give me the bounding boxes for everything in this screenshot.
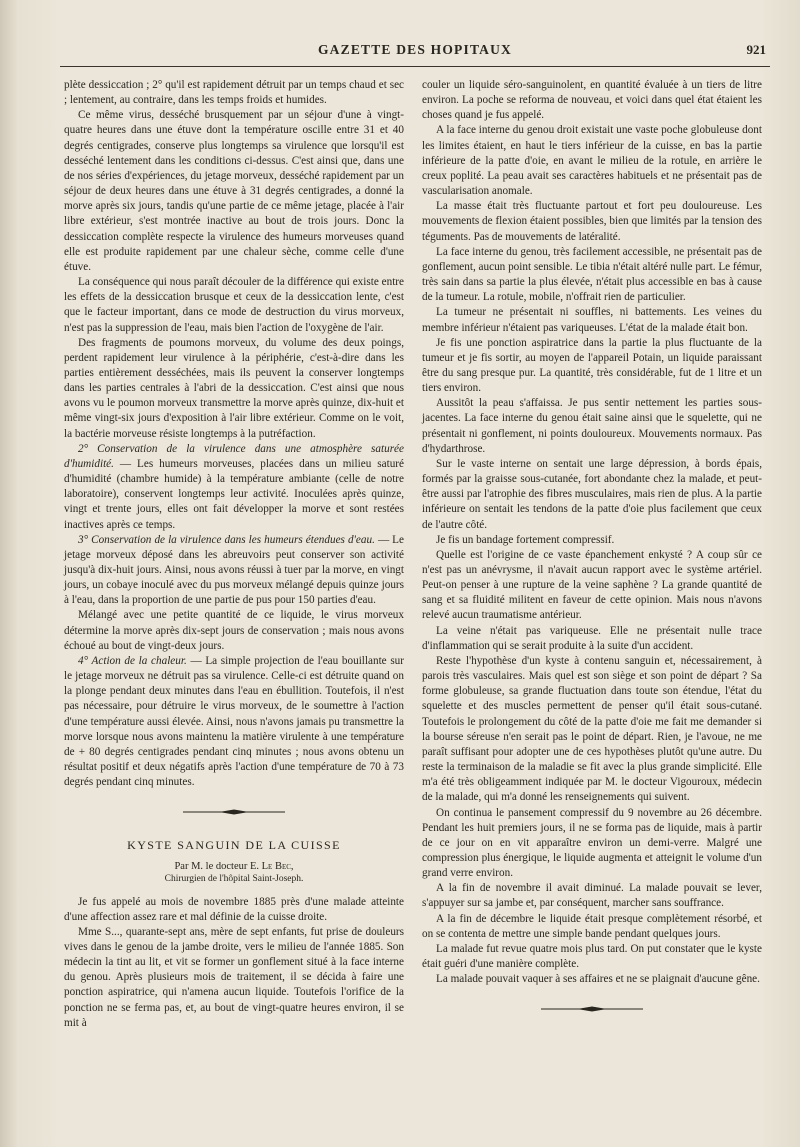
paragraph-text: — La simple projection de l'eau bouillante sur le jetage morveux ne détruit pas sa virulence. Celle-ci est détruite quand on la plonge pendant deux minutes dans l'eau en ébullition. Toutefois, il n'est pas nécessaire, pour détruire le virus morveux, de le soumettre à l'action d'une température aussi élevée. Ainsi, nous n'avons jamais pu transmettre la morve lorsque nous avons maintenu la matière virulente à une température de + 80 degrés centigrades pendant cinq minutes ; nous avons obtenu un résultat positif et deux négatifs après l'action d'une température de 70 à 73 degrés pendant cinq minutes. (64, 654, 405, 789)
article-byline (64, 860, 404, 873)
paragraph: Mélangé avec une petite quantité de ce liquide, le virus morveux détermine la morve après dix-sept jours de conservation ; mais nous avons échoué au bout de vingt-deux jours. (64, 609, 404, 652)
article-separator (64, 808, 404, 816)
author-name: Le Bec (261, 860, 291, 872)
paragraph: Ce même virus, desséché brusquement par un séjour d'une à vingt-quatre heures dans une étuve dont la température oscille entre 31 et 40 degrés centigrades, conserve plus longtemps sa virulence que lorsqu'il est desséché lentement dans les conditions ci-dessus. C'est ainsi que, dans une de nos séries d'expériences, du jetage morveux, desséché rapidement par un séjour de deux heures dans une étuve à 31 degrés centigrades, a donné la morve après six jours, tandis qu'une partie de ce même jetage, placée à l'air libre extérieur, s'est montrée inactive au bout de trois jours. Donc la dessiccation complète respecte la virulence des humeurs morveuses quand elle est produite rapidement par une chaleur sèche, comme celle d'une étuve. (64, 109, 404, 273)
paragraph: Aussitôt la peau s'affaissa. Je pus sentir nettement les parties sous-jacentes. La face interne du genou était saine ainsi que le squelette, qui ne présentait ni gonflement, ni points douloureux. Mouvements normaux. Pas d'hydarthrose. (422, 397, 762, 455)
right-column (422, 78, 762, 1035)
paragraph: La face interne du genou, très facilement accessible, ne présentait pas de gonflement, aucun point sensible. Le tibia n'était altéré nulle part. Le fémur, très sain dans sa partie la plus élevée, n'était plus accessible en bas à cause de la tumeur. La rotule, mobile, n'offrait rien de particulier. (422, 245, 762, 304)
section-heading: 4° Action de la chaleur. (78, 654, 187, 667)
paragraph: Je fis un bandage fortement compressif. (436, 533, 615, 546)
byline-suffix: , (290, 860, 294, 872)
paragraph: plète dessiccation ; 2° qu'il est rapidement détruit par un temps chaud et sec ; lentement, au contraire, dans les temps froids et humides. (64, 79, 404, 107)
paragraph (64, 533, 404, 609)
separator-ornament-icon (179, 808, 289, 816)
paragraph: Mme S..., quarante-sept ans, mère de sept enfants, fut prise de douleurs vives dans le genou de la jambe droite, vers le milieu de l'année 1885. Son médecin la tint au lit, et vit se former un gonflement situé à la face interne du genou. Après plusieurs mois de traitement, il se décida à faire une ponction aspiratrice, qui n'amena aucun liquide. Toutefois l'orifice de la ponction ne se ferma pas, et, au bout de vingt-quatre heures environ, il se mit à (64, 925, 404, 1029)
paragraph-text: — Les humeurs morveuses, placées dans un milieu saturé d'humidité (chambre humide) à la température ambiante (celle de notre laboratoire), conservent longtemps leur activité. Inoculées après quinze, vingt et trente jours, elles ont fait développer la morve et sont restées inactives après ce temps. (64, 457, 404, 531)
paragraph: Je fus appelé au mois de novembre 1885 près d'une malade atteinte d'une affection assez rare et mal définie de la cuisse droite. (64, 895, 404, 923)
section-heading: 3° Conservation de la virulence dans les humeurs étendues d'eau. (78, 533, 375, 546)
paragraph: La veine n'était pas variqueuse. Elle ne présentait nulle trace d'inflammation qui se serait produite à la suite d'un accident. (422, 624, 762, 652)
paragraph: A la face interne du genou droit existait une vaste poche globuleuse dont les limites étaient, en haut le tiers inférieur de la cuisse, en bas la partie inférieure de la patte d'oie, en avant le milieu de la rotule, en arrière le creux poplité. La peau avait ses caractères habituels et ne présentait pas de vascularisation anomale. (422, 124, 762, 198)
running-title: GAZETTE DES HOPITAUX (317, 42, 513, 57)
paragraph: La tumeur ne présentait ni souffles, ni battements. Les veines du membre inférieur n'étaient pas variqueuses. L'état de la malade était bon. (422, 306, 762, 334)
byline-prefix: Par M. le docteur E. (174, 860, 262, 872)
end-separator (422, 1005, 762, 1013)
paragraph: La conséquence qui nous paraît découler de la différence qui existe entre les effets de la dessiccation brusque et ceux de la dessiccation lente, c'est que le facteur important, dans ce mode de destruction du virus morveux, n'est pas la suppression de l'eau, mais bien l'action de l'oxygène de l'air. (64, 276, 404, 334)
paragraph (64, 654, 404, 790)
paragraph: A la fin de décembre le liquide était presque complètement résorbé, et on se contenta de mettre une simple bande pendant quelques jours. (422, 912, 762, 940)
paragraph: La malade fut revue quatre mois plus tard. On put constater que le kyste était guéri d'une manière complète. (422, 942, 762, 971)
paragraph: Quelle est l'origine de ce vaste épanchement enkysté ? A coup sûr ce n'est pas un anévrysme, il n'avait aucun rapport avec le système artériel. Peut-on penser à une rupture de la veine saphène ? La grande quantité de sang et sa fluidité militent en faveur de cette opinion. Mais nous n'avons relevé aucun traumatisme antérieur. (422, 548, 762, 622)
paragraph: On continua le pansement compressif du 9 novembre au 26 décembre. Pendant les huit premiers jours, il ne se forma pas de liquide, mais à partir de ce jour on en vit apparaître environ un demi-verre. Malgré une compression plus énergique, le liquide augmenta et atteignit le volume d'un grand verre environ. (422, 806, 762, 880)
paragraph-text: — Le jetage morveux déposé dans les abreuvoirs peut conserver son activité jusqu'à dix-huit jours. Ainsi, nous avons réussi à tuer par la morve, en vingt jours, un cobaye inoculé avec du pus morveux mélangé depuis quinze jours à l'eau, dans la proportion de une partie de pus pour 150 parties d'eau. (64, 533, 404, 607)
paragraph: Des fragments de poumons morveux, du volume des deux poings, perdent rapidement leur virulence à la périphérie, c'est-à-dire dans les parties entièrement desséchées, mais ils peuvent la conserver longtemps dans les parties centrales à l'abri de la dessiccation. C'est ainsi que nous avons vu le poumon morveux transmettre la morve après quinze, dix-huit et même vingt-six jours d'exposition à l'air libre extérieur. Comme on le voit, la bactérie morveuse résiste longtemps à la putréfaction. (64, 336, 404, 440)
page-header (60, 40, 770, 67)
paragraph (64, 442, 404, 533)
paragraph: Reste l'hypothèse d'un kyste à contenu sanguin et, nécessairement, à parois très vasculaires. Mais quel est son siège et son point de départ ? Sa forme globuleuse, sa grande fluctuation dans toute son étendue, l'état du squelette et des muscles permettent de penser qu'il était sous-cutané. Toutefois le prolongement du côté de la patte d'oie me fait me demander si la bourse séreuse n'en serait pas le point de départ. Rien, je l'avoue, ne me paraît suffisant pour adopter une de ces hypothèses plutôt qu'une autre. Du reste la terminaison de la maladie se fit avec la plus grande simplicité. Elle m'a été très obligeamment indiquée par M. le docteur Vigouroux, médecin de la malade, qui m'a donné les renseignements qui suivent. (422, 654, 762, 804)
left-column (64, 78, 404, 1031)
page-number: 921 (746, 42, 766, 57)
paragraph: A la fin de novembre il avait diminué. La malade pouvait se lever, s'appuyer sur sa jambe et, par conséquent, marcher sans souffrance. (422, 882, 762, 910)
article-title: KYSTE SANGUIN DE LA CUISSE (127, 838, 341, 853)
section-heading: 2° Conservation de la virulence dans une atmosphère saturée d'humidité. (64, 442, 404, 470)
paragraph: La malade pouvait vaquer à ses affaires et ne se plaignait d'aucune gêne. (436, 973, 760, 986)
paragraph: couler un liquide séro-sanguinolent, en quantité évaluée à un tiers de litre environ. La poche se reforma de nouveau, et voici dans quel état étaient les choses quand je fus appelé. (422, 79, 762, 122)
paragraph: La masse était très fluctuante partout et fort peu douloureuse. Les mouvements de flexion étaient possibles, bien que limités par la tension des téguments. Pas de mouvements de latéralité. (422, 200, 762, 243)
separator-ornament-icon (537, 1005, 647, 1013)
author-affiliation: Chirurgien de l'hôpital Saint-Joseph. (164, 873, 304, 884)
paragraph: Sur le vaste interne on sentait une large dépression, à bords épais, formés par la graisse sous-cutanée, fort abondante chez la malade, et peut-être aussi par l'atrophie des fibres musculaires, mais rien de plus. A la partie inférieure on sentait les tendons de la patte d'oie plus facilement que ceux de l'autre côté. (422, 457, 762, 531)
paragraph: Je fis une ponction aspiratrice dans la partie la plus fluctuante de la tumeur et je fis sortir, au moyen de l'appareil Potain, un liquide paraissant être du sang presque pur. La quantité, très considérable, fut de 1 litre et un tiers environ. (422, 336, 762, 395)
